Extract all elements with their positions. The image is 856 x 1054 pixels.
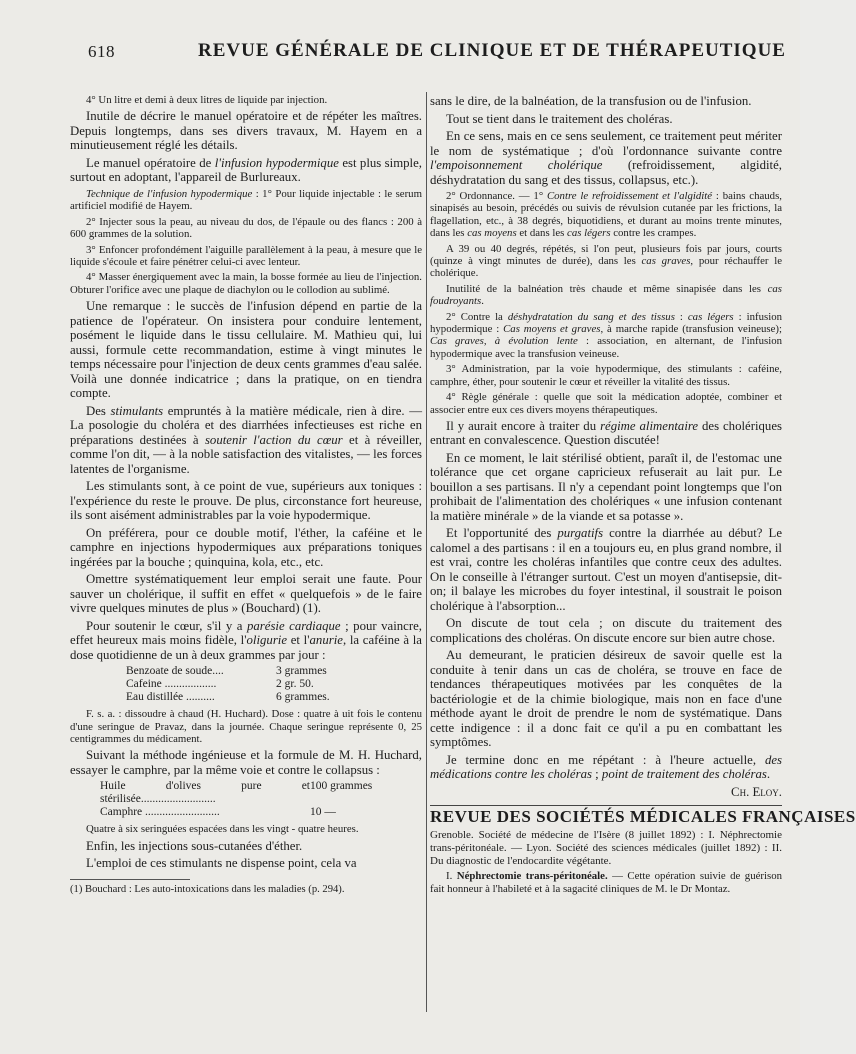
right-column [430, 94, 856, 898]
paragraph: Il y aurait encore à traiter du régime alimentaire des cholériques entrant en convalescence. Question discutée! [430, 418, 782, 448]
section-summary: Grenoble. Société de médecine de l'Isère (8 juillet 1892) : I. Néphrectomie trans-péritonéale. — Lyon. Société des sciences médicales (juillet 1892) : II. Du diagnostic de l'endocardite végétante. [430, 828, 782, 867]
paragraph: 4° Un litre et demi à deux litres de liquide par injection. [86, 94, 328, 106]
paragraph: Au demeurant, le praticien désireux de savoir quelle est la conduite à tenir dans un cas de choléra, se trouve en face de tendances thérapeutiques motivées par les conquêtes de la bactériologie et de la chimie biologique, mais non en face d'une méthode ayant le droit de prendre le nom de systématique. Dans cette indigence : il a donc fait ce qu'il a pu en combattant les symptômes. [430, 648, 782, 750]
paragraph: L'emploi de ces stimulants ne dispense point, cela va [86, 856, 357, 871]
prescription: A 39 ou 40 degrés, répétés, si l'on peut, plusieurs fois par jours, courts (quinze à vingt minutes de durée), dans les cas graves, pour réchauffer le cholérique. [430, 242, 782, 280]
paragraph: Suivant la méthode ingénieuse et la formule de M. H. Huchard, essayer le camphre, par la même voie et contre le collapsus : [70, 748, 422, 777]
camphor-formula [100, 780, 422, 819]
paragraph: Enfin, les injections sous-cutanées d'éther. [86, 838, 303, 853]
running-header [88, 40, 786, 62]
paragraph: Le manuel opératoire de l'infusion hypodermique est plus simple, surtout en adoptant, l'appareil de Burlureaux. [70, 155, 422, 185]
running-title: REVUE GÉNÉRALE DE CLINIQUE ET DE THÉRAPEUTIQUE [198, 40, 786, 61]
paragraph: Une remarque : le succès de l'infusion dépend en partie de la patience de l'opérateur. On insistera pour conduire lentement, posément le liquide dans le tissu cellulaire. M. Mathieu qui, lui aussi, formule cette recommandation, estime à vingt minutes le temps nécessaire pour l'injection de deux cents grammes d'eau salée. Voilà une donnée indicatrice ; dans la pratique, on en tiendra compte. [70, 299, 422, 401]
dosage-note: F. s. a. : dissoudre à chaud (H. Huchard). Dose : quatre à uit fois le contenu d'une seringue de Pravaz, dans la journée. Chaque seringue représente 0, 25 centigrammes du médicament. [70, 708, 422, 745]
caffeine-formula [126, 665, 422, 704]
paragraph: Pour soutenir le cœur, s'il y a parésie cardiaque ; pour vaincre, effet heureux mais moins fidèle, l'oligurie et l'anurie, la caféine à la dose quotidienne de un à deux grammes par jour : [70, 618, 422, 662]
formula-row: Cafeine .................. 2 gr. 50. [126, 678, 314, 691]
paragraph: On préférera, pour ce double motif, l'éther, la caféine et le camphre en injections hypodermiques aux préparations toniques ingérées par la bouche ; quinquina, kola, etc., etc. [70, 525, 422, 569]
paragraph: Omettre systématiquement leur emploi serait une faute. Pour sauver un cholérique, il suffit en effet « quelquefois » de le faire vivre quelques minutes de plus » (Bouchard) (1). [70, 572, 422, 616]
technique-step: 2° Injecter sous la peau, au niveau du dos, de l'épaule ou des flancs : 200 à 600 grammes de la solution. [70, 215, 422, 241]
paragraph: sans le dire, de la balnéation, de la transfusion ou de l'infusion. [430, 94, 752, 108]
footnote-rule [70, 879, 190, 880]
author-signature: Ch. Eloy. [731, 784, 782, 799]
section-title: REVUE DES SOCIÉTÉS MÉDICALES FRANÇAISES [430, 807, 856, 827]
formula-row: Eau distillée .......... 6 grammes. [126, 691, 330, 704]
paragraph: Tout se tient dans le traitement des choléras. [446, 111, 673, 126]
paragraph: On discute de tout cela ; on discute du traitement des complications des choléras. On discute encore sur bien autre chose. [430, 616, 782, 645]
paragraph: Les stimulants sont, à ce point de vue, supérieurs aux toniques : l'expérience du reste le prouve. De plus, circonstance fort heureuse, ils sont aisément administrables par la voie hypodermique. [70, 479, 422, 523]
prescription: 2° Contre la déshydratation du sang et des tissus : cas légers : infusion hypodermique : Cas moyens et graves, à marche rapide (transfusion veineuse); Cas graves, à évolution lente : association, en alternant, de l'infusion hypodermique avec la transfusion veineuse. [430, 310, 783, 360]
paragraph: En ce moment, le lait stérilisé obtient, paraît il, de l'estomac une tolérance que cet organe capricieux refuserait au lait pur. Le bouillon a ses partisans. Il n'y a cependant point longtemps que l'on prohibait de l'alimentation des cholériques « une infusion contenant la matière minérale » de la viande et sa potasse ». [430, 450, 782, 523]
paragraph: I. Néphrectomie trans-péritonéale. — Cette opération suivie de guérison fait honneur à l'habileté et à la sagacité cliniques de M. le Dr Montaz. [430, 870, 782, 895]
footnote: (1) Bouchard : Les auto-intoxications dans les maladies (p. 294). [70, 883, 345, 895]
technique-step: 3° Enfoncer profondément l'aiguille parallèlement à la peau, à mesure que le liquide s'écoule et faire pénétrer celui-ci avec lenteur. [70, 243, 422, 268]
column-divider [426, 92, 427, 1012]
formula-row: Benzoate de soude.... 3 grammes [126, 665, 327, 678]
prescription: 3° Administration, par la voie hypodermique, des stimulants : caféine, camphre, éther, pour soutenir le cœur et réveiller la vitalité des tissus. [430, 363, 782, 388]
dosage-note: Quatre à six seringuées espacées dans les vingt - quatre heures. [86, 823, 359, 836]
paragraph: Et l'opportunité des purgatifs contre la diarrhée au début? Le calomel a des partisans : il en a toujours eu, en plus grand nombre, il est vrai, contre les choléras infantiles que contre ceux des adultes. On le conseille à l'étranger surtout. C'est un moyen d'antisepsie, dit-on; il balaye les microbes du foyer intestinal, il soustrait le poison cholérique à l'absorption... [430, 526, 782, 613]
left-column [70, 94, 422, 899]
paragraph: En ce sens, mais en ce sens seulement, ce traitement peut mériter le nom de systématique ; d'où l'ordonnance suivante contre l'empoisonnement cholérique (refroidissement, algidité, déshydratation du sang et des tissus, collapsus, etc.). [430, 129, 782, 187]
prescription: 4° Règle générale : quelle que soit la médication adoptée, combiner et associer entre eux ces divers moyens thérapeutiques. [430, 391, 782, 416]
prescription: 2° Ordonnance. — 1° Contre le refroidissement et l'algidité : bains chauds, sinapisés au besoin, précédés ou suivis de révulsion cutanée par les frictions, la flagellation, etc., à 38 degrés, biquotidiens, et durant au moins trente minutes, dans les cas moyens et dans les cas légers contre les crampes. [430, 190, 782, 240]
paragraph: Inutile de décrire le manuel opératoire et de répéter les maîtres. Depuis longtemps, dans ses divers travaux, M. Hayem en a minutieusement réglé les détails. [70, 109, 422, 153]
technique-step: 4° Masser énergiquement avec la main, la bosse formée au lieu de l'injection. Obturer l'orifice avec une plaque de diachylon ou le collodion au sublimé. [70, 271, 422, 296]
formula-row: Camphre .......................... 10 — [100, 806, 336, 819]
formula-row: Huile d'olives pure et stérilisée.......................... 100 grammes [100, 780, 373, 806]
technique-paragraph: Technique de l'infusion hypodermique : 1° Pour liquide injectable : le serum artificiel modifié de Hayem. [70, 187, 422, 213]
page-number: 618 [88, 42, 115, 61]
paragraph: Des stimulants empruntés à la matière médicale, rien à dire. — La posologie du choléra et des diarrhées infectieuses est riche en préparations destinées à soutenir l'action du cœur et à réveiller, comme l'on dit, — à la noble satisfaction des vitalistes, — les forces latentes de l'organisme. [70, 403, 422, 476]
paragraph: Je termine donc en me répétant : à l'heure actuelle, des médications contre les choléras ; point de traitement des choléras. [430, 752, 782, 782]
prescription: Inutilité de la balnéation très chaude et même sinapisée dans les cas foudroyants. [430, 282, 782, 308]
